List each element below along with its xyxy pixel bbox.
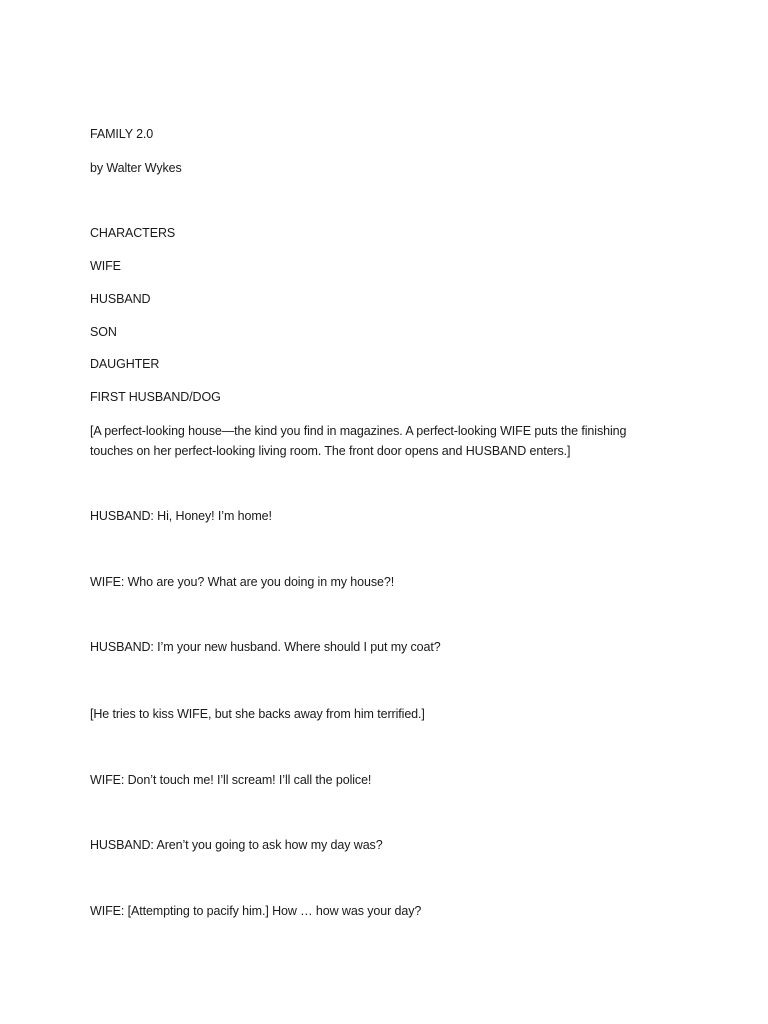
dialogue-line: HUSBAND: Hi, Honey! I’m home! xyxy=(90,509,272,523)
dialogue-line: WIFE: Don’t touch me! I’ll scream! I’ll call the police! xyxy=(90,773,372,787)
dialogue-line: WIFE: [Attempting to pacify him.] How … how was your day? xyxy=(90,904,422,918)
character-item: DAUGHTER xyxy=(90,357,160,371)
play-title: FAMILY 2.0 xyxy=(90,127,154,141)
character-item: FIRST HUSBAND/DOG xyxy=(90,390,221,404)
dialogue-line: HUSBAND: I’m your new husband. Where should I put my coat? xyxy=(90,640,441,654)
characters-heading: CHARACTERS xyxy=(90,226,176,240)
character-item: SON xyxy=(90,325,117,339)
stage-direction-line: touches on her perfect-looking living room. The front door opens and HUSBAND enters.] xyxy=(90,444,571,458)
character-item: HUSBAND xyxy=(90,292,151,306)
stage-direction-line: [He tries to kiss WIFE, but she backs away from him terrified.] xyxy=(90,707,425,721)
stage-direction-line: [A perfect-looking house—the kind you find in magazines. A perfect-looking WIFE puts the finishing xyxy=(90,424,627,438)
character-item: WIFE xyxy=(90,259,121,273)
dialogue-line: WIFE: Who are you? What are you doing in my house?! xyxy=(90,575,395,589)
dialogue-line: HUSBAND: Aren’t you going to ask how my day was? xyxy=(90,838,383,852)
byline: by Walter Wykes xyxy=(90,161,182,175)
